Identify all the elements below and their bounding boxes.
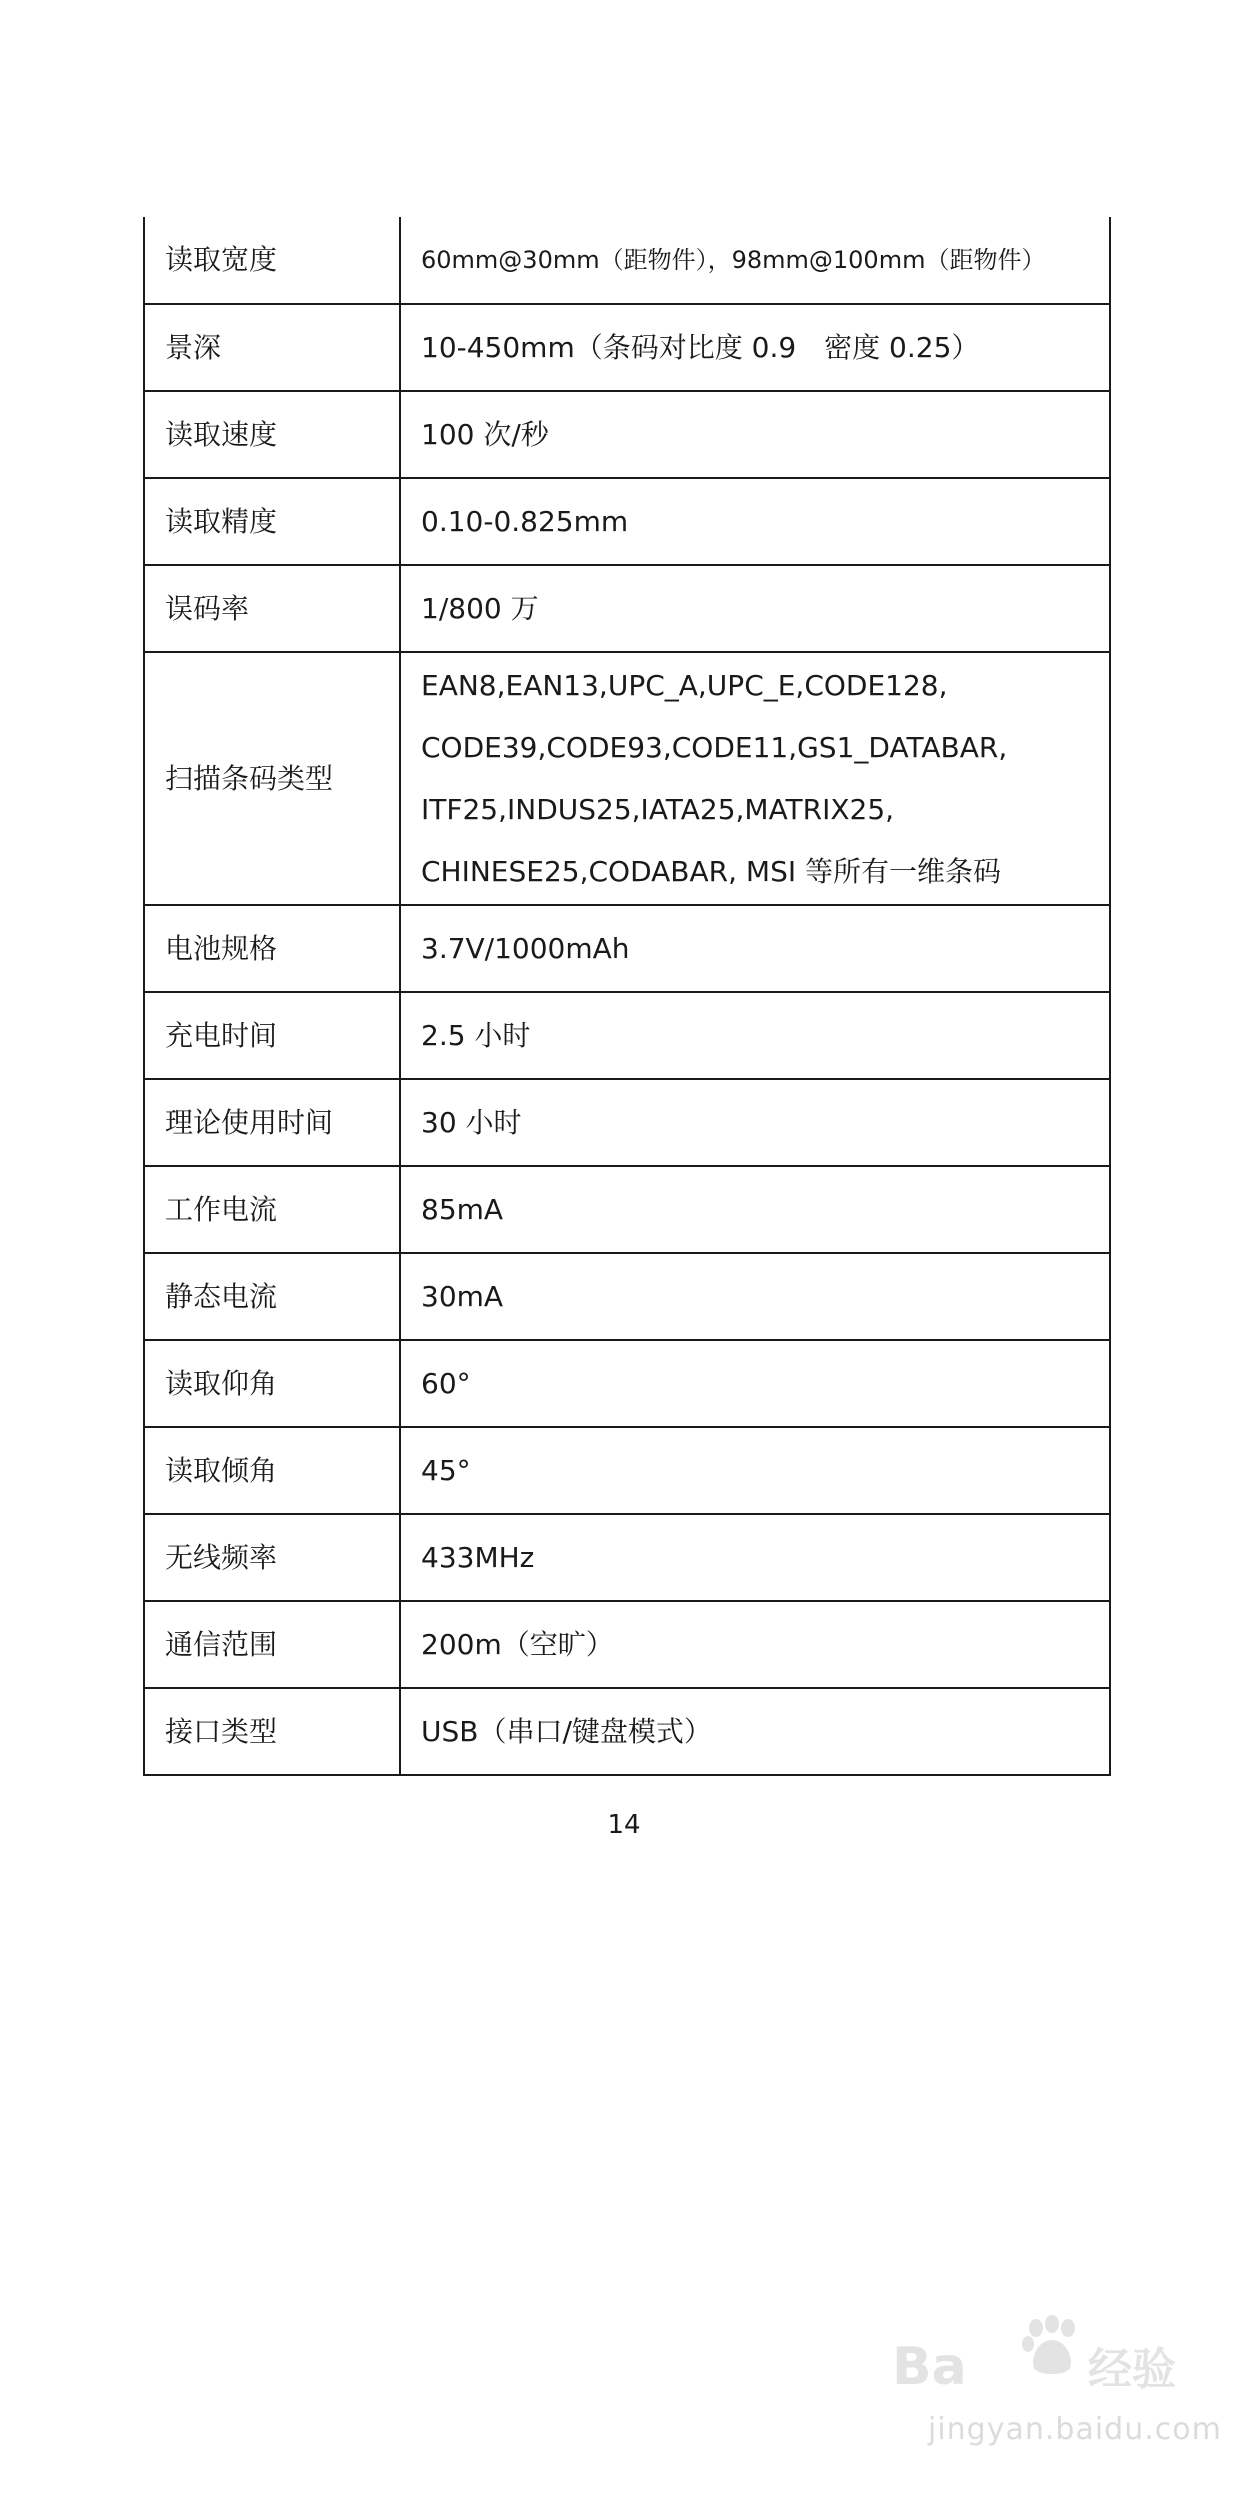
barcode-types-line: CODE39,CODE93,CODE11,GS1_DATABAR, [421, 730, 1008, 764]
baidu-logo-icon [888, 2310, 1208, 2390]
spec-value: 30mA [400, 1253, 1110, 1340]
spec-value: 200m（空旷） [400, 1601, 1110, 1688]
spec-value: 1/800 万 [400, 565, 1110, 652]
table-row [144, 478, 1110, 565]
spec-label: 读取精度 [144, 478, 400, 565]
spec-label: 读取倾角 [144, 1427, 400, 1514]
table-row [144, 217, 1110, 304]
table-row [144, 992, 1110, 1079]
spec-value: 60° [400, 1340, 1110, 1427]
spec-label: 扫描条码类型 [144, 652, 400, 905]
table-row [144, 304, 1110, 391]
table-row [144, 391, 1110, 478]
table-row [144, 1688, 1110, 1775]
spec-value: 0.10-0.825mm [400, 478, 1110, 565]
spec-value: 433MHz [400, 1514, 1110, 1601]
spec-table [143, 217, 1111, 1776]
spec-label: 读取仰角 [144, 1340, 400, 1427]
spec-label: 读取速度 [144, 391, 400, 478]
spec-label: 误码率 [144, 565, 400, 652]
spec-value: 60mm@30mm（距物件），98mm@100mm（距物件） [400, 217, 1110, 304]
spec-value: USB（串口/键盘模式） [400, 1688, 1110, 1775]
barcode-types-line: EAN8,EAN13,UPC_A,UPC_E,CODE128, [421, 668, 948, 702]
spec-label: 读取宽度 [144, 217, 400, 304]
barcode-types-line: CHINESE25,CODABAR, MSI 等所有一维条码 [421, 854, 1002, 888]
spec-label: 通信范围 [144, 1601, 400, 1688]
spec-label: 工作电流 [144, 1166, 400, 1253]
table-row [144, 1253, 1110, 1340]
spec-label: 景深 [144, 304, 400, 391]
barcode-types-line: ITF25,INDUS25,IATA25,MATRIX25, [421, 792, 895, 826]
spec-value: 10-450mm（条码对比度 0.9 密度 0.25） [400, 304, 1110, 391]
spec-value: 30 小时 [400, 1079, 1110, 1166]
table-row [144, 652, 1110, 905]
spec-value: 45° [400, 1427, 1110, 1514]
table-row [144, 1166, 1110, 1253]
spec-value: 100 次/秒 [400, 391, 1110, 478]
watermark-url: jingyan.baidu.com [928, 2412, 1222, 2447]
spec-label: 静态电流 [144, 1253, 400, 1340]
spec-label: 无线频率 [144, 1514, 400, 1601]
spec-label: 接口类型 [144, 1688, 400, 1775]
table-row [144, 905, 1110, 992]
spec-label: 充电时间 [144, 992, 400, 1079]
table-row [144, 1079, 1110, 1166]
table-row [144, 565, 1110, 652]
svg-text:Ba: Ba [892, 2337, 967, 2390]
table-row [144, 1601, 1110, 1688]
spec-value: 3.7V/1000mAh [400, 905, 1110, 992]
svg-text:经验: 经验 [1088, 2344, 1176, 2390]
spec-label: 电池规格 [144, 905, 400, 992]
table-row [144, 1340, 1110, 1427]
spec-value: 2.5 小时 [400, 992, 1110, 1079]
table-row [144, 1514, 1110, 1601]
spec-label: 理论使用时间 [144, 1079, 400, 1166]
spec-value-barcode-types [400, 652, 1110, 905]
table-row [144, 1427, 1110, 1514]
page-number: 14 [607, 1810, 641, 1840]
baidu-jingyan-watermark [888, 2270, 1222, 2470]
spec-value: 85mA [400, 1166, 1110, 1253]
